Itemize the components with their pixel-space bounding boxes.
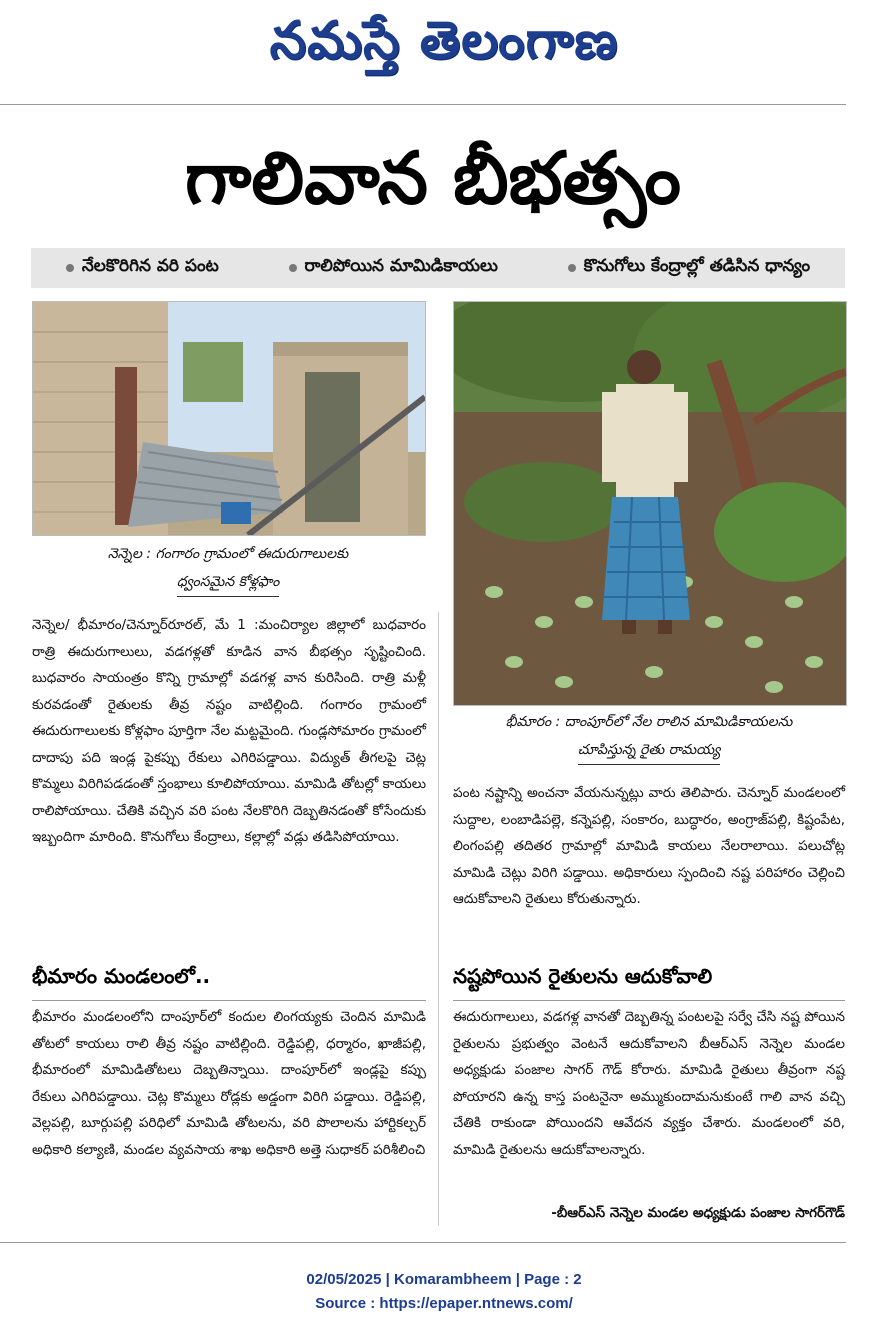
subheadline-item <box>66 256 219 280</box>
article-section-right <box>453 1004 845 1192</box>
subheadline-text: రాలిపోయిన మామిడికాయలు <box>304 256 498 276</box>
edition-info: 02/05/2025 | Komarambheem | Page : 2 <box>306 1271 582 1288</box>
caption-line: చూపిస్తున్న రైతు రామయ్య <box>578 736 721 765</box>
article-intro-right <box>453 780 845 950</box>
bullet-icon <box>568 264 576 272</box>
article-paragraph: భీమారం మండలంలోని దాంపూర్‌లో కందుల లింగయ్యకు చెందిన మామిడి తోటలో కాయలు రాలి తీవ్ర నష్టం వాటిల్లింది. రెడ్డిపల్లి, ధర్మారం, ఖాజీపల్లి, భీమారంలో మామిడితోటలు దెబ్బతిన్నాయి. దాంపూర్‌లో ఇండ్లపై కప్పు రేకులు ఎగిరిపడ్డాయి. చెట్ల కొమ్మలు రోడ్లకు అడ్డంగా విరిగి పడ్డాయి. రెడ్డిపల్లి, వెల్లపల్లి, బూర్గుపల్లి పరిధిలో మామిడి తోటలను, వరి పొలాలను హార్టికల్చర్ అధికారి కల్యాణి, మండల వ్యవసాయ శాఖ అధికారి అత్తె సుధాకర్ పరిశీలించి <box>32 1009 426 1158</box>
article-section-left <box>32 1004 426 1226</box>
subheadline-item <box>568 256 810 280</box>
masthead-divider <box>0 104 846 105</box>
heading-rule <box>453 1000 845 1001</box>
bullet-icon <box>66 264 74 272</box>
photo-caption <box>453 708 845 768</box>
caption-line: నెన్నెల : గంగారం గ్రామంలో ఈదురుగాలులకు <box>107 546 349 562</box>
column-divider <box>438 612 439 1226</box>
heading-rule <box>32 1000 426 1001</box>
article-paragraph: ఈదురుగాలులు, వడగళ్ల వానతో దెబ్బతిన్న పంటలపై సర్వే చేసి నష్ట పోయిన రైతులను ప్రభుత్వం వెంటనే ఆదుకోవాలని బీఆర్‌ఎస్ నెన్నెల మండల అధ్యక్షుడు పంజాల సాగర్ గౌడ్ కోరారు. మామిడి రైతులు తీవ్రంగా నష్ట పోయారని ఉన్న కాస్త పంటనైనా అమ్ముకుందామనుకుంటే గాలి వాన వచ్చి చేతికి రాకుండా పోయిందని ఆవేదన వ్యక్తం చేశారు. మండలంలో వరి, మామిడి రైతులను ఆదుకోవాలన్నారు. <box>453 1009 845 1158</box>
article-intro-left <box>32 612 426 947</box>
poultry-farm-photo <box>32 301 426 536</box>
subheadline-item <box>289 256 498 280</box>
article-paragraph: నెన్నెల/ భీమారం/చెన్నూర్‌రూరల్, మే 1 :మంచిర్యాల జిల్లాలో బుధవారం రాత్రి ఈదురుగాలులు, వడగళ్లతో కూడిన వాన బీభత్సం సృష్టించింది. బుధవారం సాయంత్రం కొన్ని గ్రామాల్లో వడగళ్ల వాన కురిసింది. రాత్రి మళ్లీ కురవడంతో రైతులకు తీవ్ర నష్టం వాటిల్లింది. గంగారం గ్రామంలో ఈదురుగాలులకు కోళ్లఫాం పూర్తిగా నేల మట్టమైంది. గుండ్లసోమారం గ్రామంలో దాదాపు పది ఇండ్ల పైకప్పు రేకులు ఎగిరిపడ్డాయి. విద్యుత్ తీగలపై చెట్ల కొమ్మలు విరిగిపడడంతో స్తంభాలు కూలిపోయాయి. మామిడి తోటల్లో కాయలు రాలిపోయాయి. చేతికి వచ్చిన వరి పంట నేలకొరిగి దెబ్బతినడంతో కోసేందుకు ఇబ్బందిగా మారింది. కొనుగోలు కేంద్రాలు, కల్లాల్లో వడ్లు తడిసిపోయాయి. <box>32 617 426 845</box>
section-heading: భీమారం మండలంలో.. <box>32 964 211 988</box>
subheadline-text: నేలకొరిగిన వరి పంట <box>81 256 219 276</box>
caption-line: భీమారం : దాంపూర్‌లో నేల రాలిన మామిడికాయలను <box>505 714 793 730</box>
headline: గాలివాన బీభత్సం <box>185 136 681 220</box>
masthead-logo: నమస్తే తెలంగాణ <box>269 11 619 71</box>
bullet-icon <box>289 264 297 272</box>
article-paragraph: పంట నష్టాన్ని అంచనా వేయనున్నట్లు వారు తెలిపారు. చెన్నూర్ మండలంలో సుద్దాల, లంబాడిపల్లె, కన్నెపల్లి, సంకారం, బుద్ధారం, అంగ్రాజ్‌పల్లి, కిష్టంపేట, లింగంపల్లి తదితర గ్రామాల్లో మామిడి కాయలు నేలరాలాయి. పలుచోట్ల మామిడి చెట్లు విరిగి పడ్డాయి. అధికారులు స్పందించి నష్ట పరిహారం చెల్లించి ఆదుకోవాలని రైతులు కోరుతున్నారు. <box>453 785 845 907</box>
farmer-mango-photo <box>453 301 847 706</box>
footer-divider <box>0 1242 846 1243</box>
footer <box>0 1268 888 1322</box>
subheadline-bar <box>31 248 845 288</box>
subheadline-text: కొనుగోలు కేంద్రాల్లో తడిసిన ధాన్యం <box>583 256 811 276</box>
caption-line: ధ్వంసమైన కోళ్లఫాం <box>177 568 280 597</box>
masthead <box>0 0 888 92</box>
source-link[interactable]: Source : https://epaper.ntnews.com/ <box>315 1295 573 1312</box>
photo-caption <box>32 540 424 600</box>
quote-attribution: -బీఆర్‌ఎస్ నెన్నెల మండల అధ్యక్షుడు పంజాల సాగర్‌గౌడ్ <box>551 1205 845 1221</box>
section-heading: నష్టపోయిన రైతులను ఆదుకోవాలి <box>453 964 713 988</box>
